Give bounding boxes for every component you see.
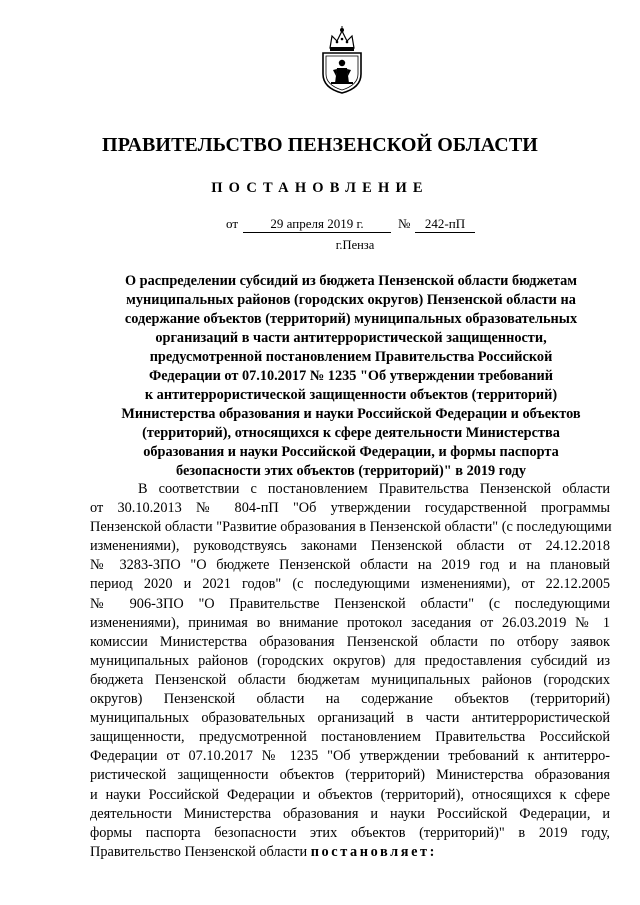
subject-line: муниципальных районов (городских округов) Пензенской области на (126, 292, 576, 308)
preamble-line: № 906-ЗПО "О Правительстве Пензенской области" (с последующими (90, 595, 610, 612)
preamble-line: округов) Пензенской области на содержание объектов (территорий) (90, 691, 610, 708)
resolves-word: постановляет: (310, 843, 438, 860)
subject-line: образования и науки Российской Федерации, и формы паспорта (143, 444, 559, 460)
preamble-line: № 3283-ЗПО "О бюджете Пензенской области на 2019 год и на плановый (90, 557, 610, 574)
preamble-line: изменениями), руководствуясь законами Пензенской области от 24.12.2018 (90, 538, 610, 555)
preamble-line: комиссии Министерства образования Пензенской области по отбору заявок (90, 633, 610, 650)
preamble-line: Федерации от 07.10.2017 № 1235 "Об утверждении требований к антитерро- (90, 748, 610, 765)
preamble-line: изменениями), принимая во внимание протокол заседания от 26.03.2019 № 1 (90, 614, 610, 631)
preamble-line: от 30.10.2013 № 804-пП "Об утверждении государственной программы (90, 500, 610, 517)
preamble-line: Пензенской области "Развитие образования в Пензенской области" (с последующими (90, 519, 612, 536)
subject-line: Федерации от 07.10.2017 № 1235 "Об утверждении требований (148, 368, 553, 384)
subject-line: к антитеррористической защищенности объектов (территорий) (144, 387, 558, 403)
subject-line: предусмотренной постановлением Правительства Российской (149, 349, 553, 365)
preamble-line: муниципальных образовательных организаций в части антитеррористической (90, 710, 610, 727)
preamble-line: и науки Российской Федерации и объектов (территорий), относящихся к сфере (90, 786, 610, 803)
number-label: № (398, 216, 411, 231)
preamble-line: деятельности Министерства образования и науки Российской Федерации, и (90, 805, 610, 822)
closing-text: Правительство Пензенской области (90, 843, 311, 860)
preamble-line: муниципальных районов (городских округов) для предоставления субсидий из (90, 652, 610, 669)
preamble-line: формы паспорта безопасности этих объектов (территорий)" в 2019 году, (90, 824, 610, 841)
preamble-line: ристической защищенности объектов (территорий) Министерства образования (90, 767, 610, 784)
closing-line (90, 843, 610, 862)
government-title: ПРАВИТЕЛЬСТВО ПЕНЗЕНСКОЙ ОБЛАСТИ (102, 134, 538, 156)
document-place: г.Пенза (335, 238, 375, 252)
preamble-line: период 2020 и 2021 годов" (с последующими изменениями), от 22.12.2005 (90, 576, 610, 593)
document-number: 242-пП (415, 216, 475, 233)
document-date: 29 апреля 2019 г. (243, 216, 391, 233)
preamble-line: защищенности, предусмотренной постановлением Правительства Российской (90, 729, 610, 746)
coat-of-arms-icon (319, 26, 365, 94)
date-label: от (226, 216, 239, 231)
document-subject (106, 272, 596, 481)
subject-line: организаций в части антитеррористической защищенности, (155, 330, 547, 346)
preamble-line: В соответствии с постановлением Правительства Пензенской области (138, 481, 610, 497)
document-type: ПОСТАНОВЛЕНИЕ (211, 180, 429, 196)
subject-line: (территорий), относящихся к сфере деятельности Министерства (142, 425, 560, 441)
subject-line: безопасности этих объектов (территорий)" в 2019 году (175, 463, 527, 479)
subject-line: О распределении субсидий из бюджета Пензенской области бюджетам (124, 273, 578, 289)
preamble-line: бюджета Пензенской области бюджетам муниципальных районов (городских (90, 671, 610, 688)
preamble-text (90, 480, 610, 862)
subject-line: содержание объектов (территорий) муниципальных образовательных (124, 311, 578, 327)
subject-line: Министерства образования и науки Российской Федерации и объектов (121, 406, 581, 422)
